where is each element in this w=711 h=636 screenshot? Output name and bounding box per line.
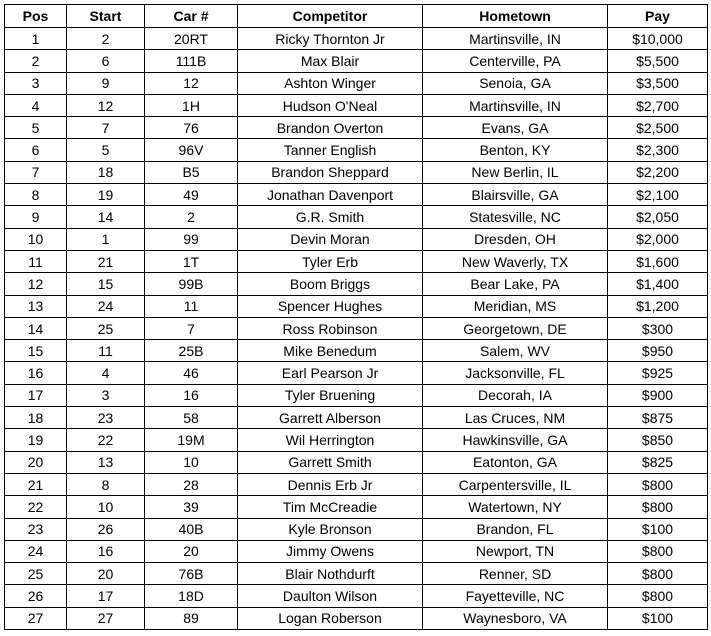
cell-start: 21	[67, 250, 145, 272]
cell-start: 1	[67, 228, 145, 250]
table-row	[5, 496, 708, 518]
table-row	[5, 340, 708, 362]
cell-car-number: 25B	[145, 340, 238, 362]
cell-pay: $800	[608, 496, 708, 518]
table-row	[5, 563, 708, 585]
cell-hometown: Benton, KY	[423, 139, 608, 161]
cell-hometown: Evans, GA	[423, 117, 608, 139]
cell-pay: $800	[608, 585, 708, 607]
cell-pos: 13	[5, 295, 67, 317]
table-row	[5, 273, 708, 295]
cell-competitor: Jimmy Owens	[238, 540, 423, 562]
cell-pay: $3,500	[608, 72, 708, 94]
cell-pay: $2,700	[608, 94, 708, 116]
cell-competitor: G.R. Smith	[238, 206, 423, 228]
cell-pay: $1,200	[608, 295, 708, 317]
cell-pos: 15	[5, 340, 67, 362]
cell-hometown: Eatonton, GA	[423, 451, 608, 473]
cell-car-number: 11	[145, 295, 238, 317]
cell-start: 25	[67, 317, 145, 339]
cell-start: 13	[67, 451, 145, 473]
cell-start: 5	[67, 139, 145, 161]
cell-start: 10	[67, 496, 145, 518]
cell-hometown: Senoia, GA	[423, 72, 608, 94]
cell-pay: $875	[608, 407, 708, 429]
cell-competitor: Brandon Overton	[238, 117, 423, 139]
cell-start: 9	[67, 72, 145, 94]
cell-competitor: Tyler Erb	[238, 250, 423, 272]
table-row	[5, 228, 708, 250]
cell-car-number: 20RT	[145, 28, 238, 50]
cell-start: 8	[67, 473, 145, 495]
cell-pos: 10	[5, 228, 67, 250]
table-row	[5, 250, 708, 272]
header-row	[5, 5, 708, 28]
cell-car-number: 96V	[145, 139, 238, 161]
cell-pos: 17	[5, 384, 67, 406]
table-row	[5, 429, 708, 451]
cell-car-number: 12	[145, 72, 238, 94]
cell-competitor: Devin Moran	[238, 228, 423, 250]
cell-pos: 12	[5, 273, 67, 295]
cell-pos: 14	[5, 317, 67, 339]
cell-competitor: Ross Robinson	[238, 317, 423, 339]
cell-start: 23	[67, 407, 145, 429]
cell-pos: 9	[5, 206, 67, 228]
cell-competitor: Daulton Wilson	[238, 585, 423, 607]
cell-hometown: Las Cruces, NM	[423, 407, 608, 429]
table-row	[5, 317, 708, 339]
cell-hometown: Jacksonville, FL	[423, 362, 608, 384]
table-row	[5, 94, 708, 116]
cell-hometown: Brandon, FL	[423, 518, 608, 540]
cell-pos: 1	[5, 28, 67, 50]
cell-competitor: Max Blair	[238, 50, 423, 72]
cell-pos: 16	[5, 362, 67, 384]
cell-car-number: 99	[145, 228, 238, 250]
cell-start: 14	[67, 206, 145, 228]
cell-pos: 8	[5, 184, 67, 206]
results-table	[4, 4, 708, 630]
cell-start: 12	[67, 94, 145, 116]
cell-pay: $100	[608, 518, 708, 540]
table-row	[5, 362, 708, 384]
table-row	[5, 50, 708, 72]
cell-car-number: 58	[145, 407, 238, 429]
cell-start: 15	[67, 273, 145, 295]
table-row	[5, 473, 708, 495]
cell-competitor: Kyle Bronson	[238, 518, 423, 540]
table-row	[5, 407, 708, 429]
cell-car-number: 111B	[145, 50, 238, 72]
cell-pos: 24	[5, 540, 67, 562]
cell-hometown: New Berlin, IL	[423, 161, 608, 183]
cell-competitor: Brandon Sheppard	[238, 161, 423, 183]
table-row	[5, 518, 708, 540]
cell-pay: $2,200	[608, 161, 708, 183]
cell-hometown: Dresden, OH	[423, 228, 608, 250]
cell-start: 17	[67, 585, 145, 607]
cell-competitor: Garrett Smith	[238, 451, 423, 473]
cell-hometown: Bear Lake, PA	[423, 273, 608, 295]
cell-competitor: Mike Benedum	[238, 340, 423, 362]
cell-car-number: 76	[145, 117, 238, 139]
cell-pay: $300	[608, 317, 708, 339]
cell-car-number: 7	[145, 317, 238, 339]
cell-pos: 20	[5, 451, 67, 473]
cell-car-number: 20	[145, 540, 238, 562]
cell-hometown: Hawkinsville, GA	[423, 429, 608, 451]
cell-start: 11	[67, 340, 145, 362]
table-row	[5, 451, 708, 473]
cell-competitor: Ashton Winger	[238, 72, 423, 94]
cell-pay: $2,050	[608, 206, 708, 228]
cell-pos: 3	[5, 72, 67, 94]
cell-start: 4	[67, 362, 145, 384]
cell-start: 7	[67, 117, 145, 139]
cell-car-number: 16	[145, 384, 238, 406]
header-competitor: Competitor	[238, 5, 423, 28]
cell-hometown: New Waverly, TX	[423, 250, 608, 272]
cell-start: 20	[67, 563, 145, 585]
cell-competitor: Ricky Thornton Jr	[238, 28, 423, 50]
cell-start: 22	[67, 429, 145, 451]
cell-competitor: Spencer Hughes	[238, 295, 423, 317]
cell-hometown: Meridian, MS	[423, 295, 608, 317]
cell-car-number: 99B	[145, 273, 238, 295]
cell-car-number: 18D	[145, 585, 238, 607]
cell-pos: 2	[5, 50, 67, 72]
cell-start: 3	[67, 384, 145, 406]
cell-hometown: Salem, WV	[423, 340, 608, 362]
cell-car-number: 2	[145, 206, 238, 228]
cell-car-number: 28	[145, 473, 238, 495]
cell-pay: $1,600	[608, 250, 708, 272]
cell-start: 16	[67, 540, 145, 562]
cell-pay: $2,500	[608, 117, 708, 139]
table-row	[5, 117, 708, 139]
table-row	[5, 295, 708, 317]
cell-pos: 19	[5, 429, 67, 451]
cell-start: 18	[67, 161, 145, 183]
cell-car-number: 1H	[145, 94, 238, 116]
cell-hometown: Georgetown, DE	[423, 317, 608, 339]
header-pos: Pos	[5, 5, 67, 28]
cell-hometown: Centerville, PA	[423, 50, 608, 72]
cell-car-number: 89	[145, 607, 238, 629]
table-row	[5, 540, 708, 562]
cell-pos: 7	[5, 161, 67, 183]
cell-pos: 22	[5, 496, 67, 518]
cell-car-number: B5	[145, 161, 238, 183]
cell-pos: 23	[5, 518, 67, 540]
cell-pay: $925	[608, 362, 708, 384]
cell-car-number: 19M	[145, 429, 238, 451]
table-row	[5, 384, 708, 406]
cell-car-number: 39	[145, 496, 238, 518]
cell-pay: $1,400	[608, 273, 708, 295]
cell-hometown: Martinsville, IN	[423, 28, 608, 50]
header-pay: Pay	[608, 5, 708, 28]
cell-start: 26	[67, 518, 145, 540]
cell-start: 19	[67, 184, 145, 206]
cell-pay: $850	[608, 429, 708, 451]
cell-car-number: 49	[145, 184, 238, 206]
cell-competitor: Wil Herrington	[238, 429, 423, 451]
cell-start: 27	[67, 607, 145, 629]
cell-competitor: Dennis Erb Jr	[238, 473, 423, 495]
cell-hometown: Newport, TN	[423, 540, 608, 562]
cell-pos: 21	[5, 473, 67, 495]
cell-start: 24	[67, 295, 145, 317]
table-row	[5, 184, 708, 206]
cell-hometown: Fayetteville, NC	[423, 585, 608, 607]
table-row	[5, 161, 708, 183]
results-body	[5, 28, 708, 630]
cell-pos: 26	[5, 585, 67, 607]
table-row	[5, 28, 708, 50]
cell-hometown: Carpentersville, IL	[423, 473, 608, 495]
cell-pay: $800	[608, 473, 708, 495]
cell-pay: $800	[608, 540, 708, 562]
header-start: Start	[67, 5, 145, 28]
cell-hometown: Statesville, NC	[423, 206, 608, 228]
cell-start: 2	[67, 28, 145, 50]
cell-pay: $900	[608, 384, 708, 406]
cell-pos: 11	[5, 250, 67, 272]
cell-competitor: Tanner English	[238, 139, 423, 161]
cell-competitor: Tyler Bruening	[238, 384, 423, 406]
cell-pay: $100	[608, 607, 708, 629]
cell-pay: $800	[608, 563, 708, 585]
cell-competitor: Logan Roberson	[238, 607, 423, 629]
table-row	[5, 585, 708, 607]
cell-pay: $2,300	[608, 139, 708, 161]
table-row	[5, 139, 708, 161]
cell-hometown: Renner, SD	[423, 563, 608, 585]
cell-start: 6	[67, 50, 145, 72]
cell-pay: $2,100	[608, 184, 708, 206]
cell-pos: 25	[5, 563, 67, 585]
cell-pay: $10,000	[608, 28, 708, 50]
cell-pay: $825	[608, 451, 708, 473]
cell-pos: 18	[5, 407, 67, 429]
cell-hometown: Martinsville, IN	[423, 94, 608, 116]
cell-pos: 4	[5, 94, 67, 116]
cell-competitor: Hudson O'Neal	[238, 94, 423, 116]
cell-competitor: Garrett Alberson	[238, 407, 423, 429]
cell-pay: $2,000	[608, 228, 708, 250]
cell-competitor: Jonathan Davenport	[238, 184, 423, 206]
cell-car-number: 40B	[145, 518, 238, 540]
cell-hometown: Watertown, NY	[423, 496, 608, 518]
cell-hometown: Blairsville, GA	[423, 184, 608, 206]
cell-competitor: Blair Nothdurft	[238, 563, 423, 585]
cell-competitor: Earl Pearson Jr	[238, 362, 423, 384]
table-row	[5, 607, 708, 629]
cell-hometown: Waynesboro, VA	[423, 607, 608, 629]
cell-car-number: 1T	[145, 250, 238, 272]
cell-pos: 27	[5, 607, 67, 629]
cell-competitor: Tim McCreadie	[238, 496, 423, 518]
cell-pay: $5,500	[608, 50, 708, 72]
cell-car-number: 76B	[145, 563, 238, 585]
header-car-number: Car #	[145, 5, 238, 28]
table-row	[5, 206, 708, 228]
cell-pos: 5	[5, 117, 67, 139]
header-hometown: Hometown	[423, 5, 608, 28]
cell-car-number: 46	[145, 362, 238, 384]
cell-pos: 6	[5, 139, 67, 161]
cell-competitor: Boom Briggs	[238, 273, 423, 295]
cell-pay: $950	[608, 340, 708, 362]
cell-car-number: 10	[145, 451, 238, 473]
table-row	[5, 72, 708, 94]
cell-hometown: Decorah, IA	[423, 384, 608, 406]
